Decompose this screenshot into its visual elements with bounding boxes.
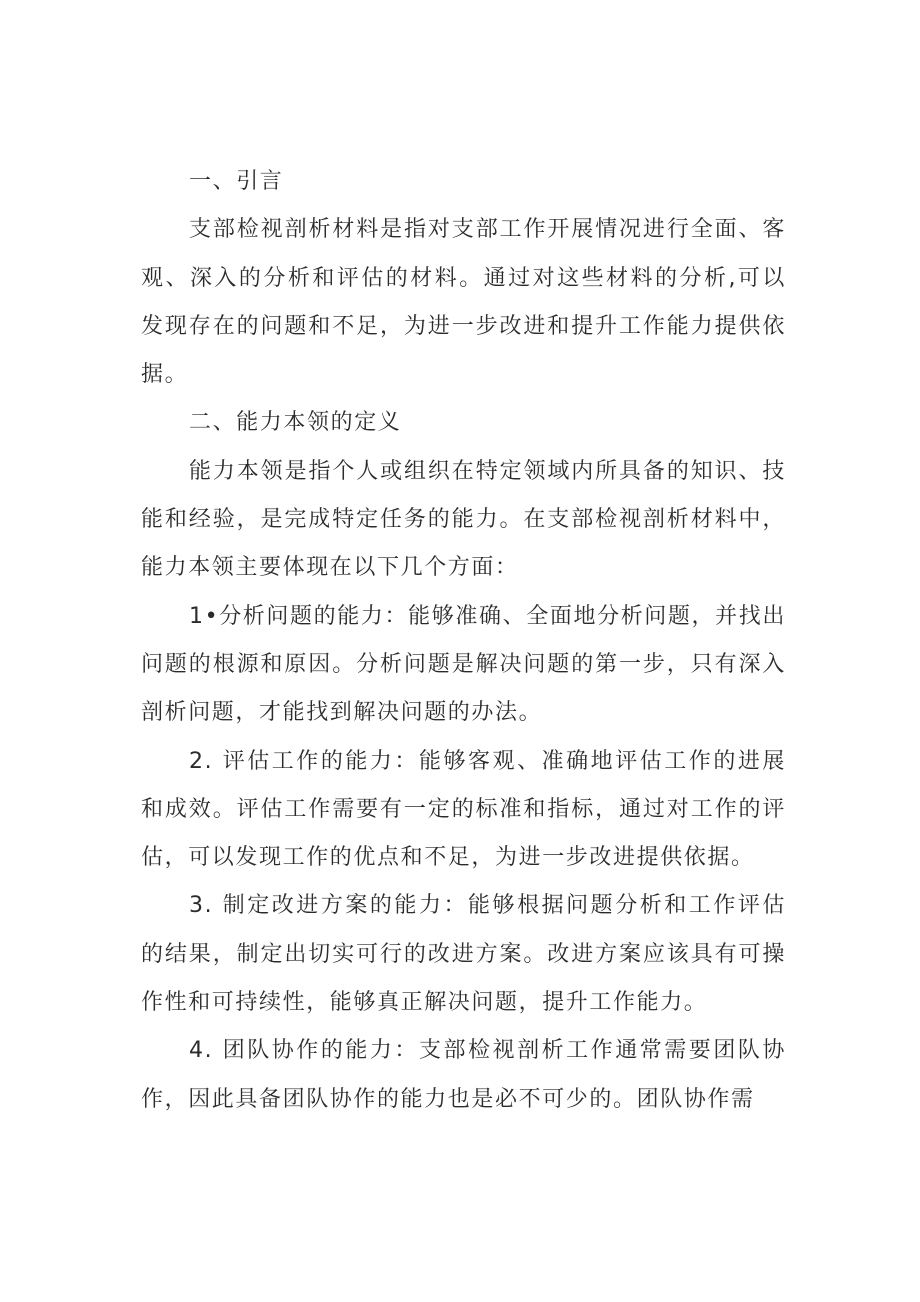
- paragraph-item-improvement-plan: 3. 制定改进方案的能力：能够根据问题分析和工作评估的结果，制定出切实可行的改进方案。改进方案应该具有可操作性和可持续性，能够真正解决问题，提升工作能力。: [141, 893, 786, 1016]
- paragraph-item-analysis: 1•分析问题的能力：能够准确、全面地分析问题，并找出问题的根源和原因。分析问题是解决问题的第一步，只有深入剖析问题，才能找到解决问题的办法。: [141, 603, 786, 726]
- section-heading-ability-definition: 二、能力本领的定义: [189, 410, 402, 436]
- paragraph-item-teamwork: 4. 团队协作的能力：支部检视剖析工作通常需要团队协作，因此具备团队协作的能力也是必不可少的。团队协作需: [141, 1038, 786, 1112]
- paragraph-item-evaluation: 2. 评估工作的能力：能够客观、准确地评估工作的进展和成效。评估工作需要有一定的标准和指标，通过对工作的评估，可以发现工作的优点和不足，为进一步改进提供依据。: [141, 748, 786, 871]
- section-heading-introduction: 一、引言: [189, 169, 284, 194]
- paragraph-ability-definition: 能力本领是指个人或组织在特定领域内所具备的知识、技能和经验，是完成特定任务的能力。在支部检视剖析材料中，能力本领主要体现在以下几个方面：: [141, 458, 786, 581]
- paragraph-introduction: 支部检视剖析材料是指对支部工作开展情况进行全面、客观、深入的分析和评估的材料。通过对这些材料的分析,可以发现存在的问题和不足，为进一步改进和提升工作能力提供依据。: [141, 217, 786, 388]
- document-body: [141, 158, 786, 1124]
